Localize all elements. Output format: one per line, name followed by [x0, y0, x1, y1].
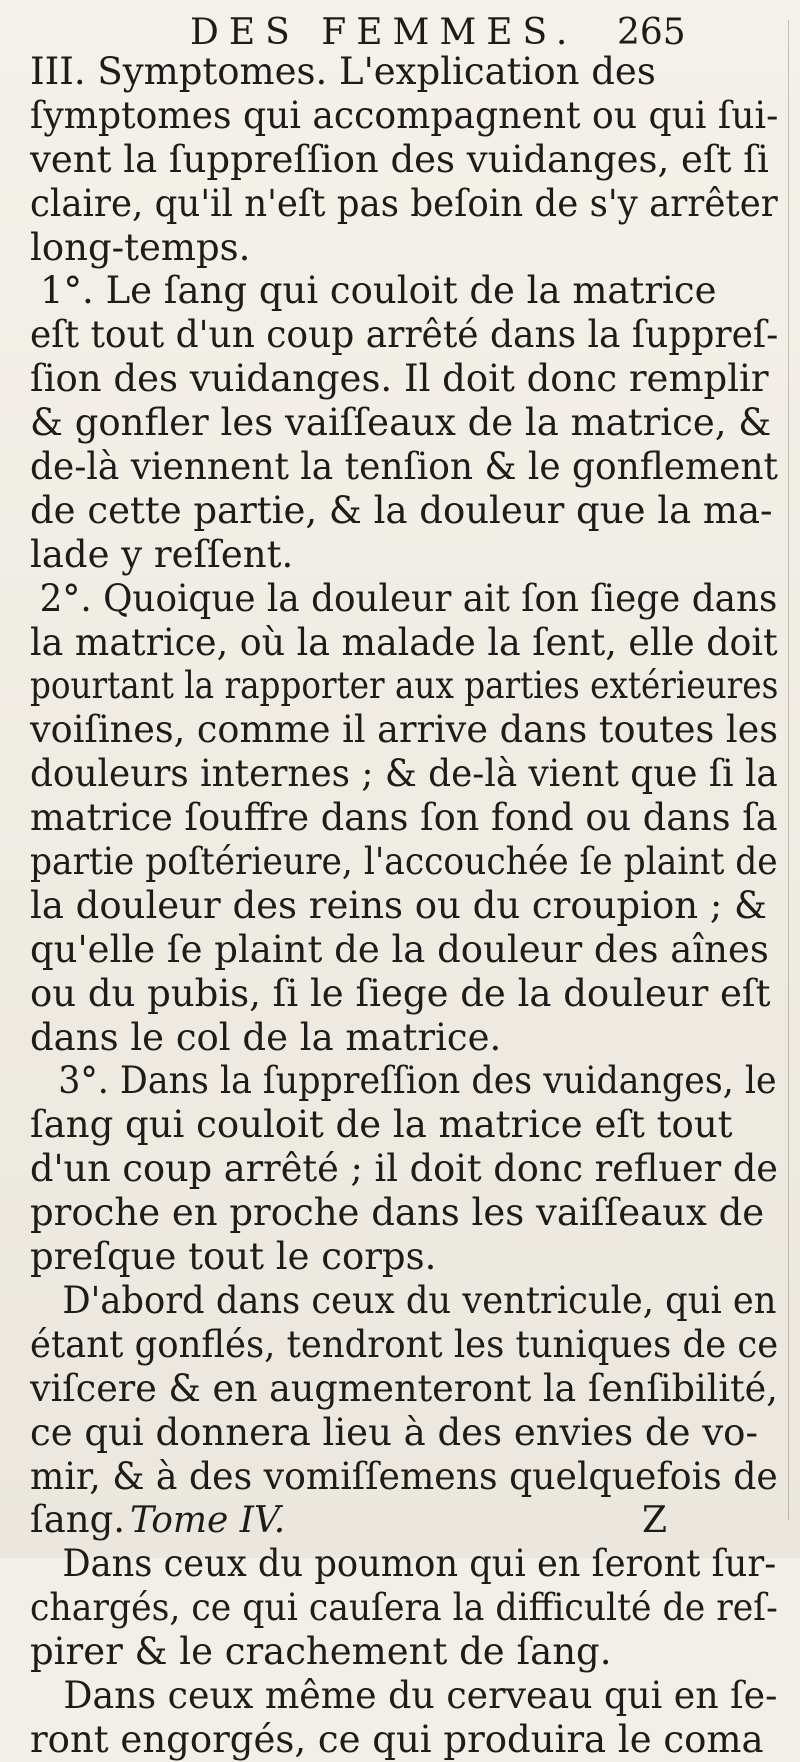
text-line: 3°. Dans la ſuppreſſion des vuidanges, le [58, 1059, 777, 1103]
text-line: ſang qui couloit de la matrice eſt tout [30, 1103, 733, 1147]
page-footer [0, 1500, 800, 1550]
signature-mark: Z [642, 1500, 668, 1541]
text-line: long-temps. [30, 225, 251, 269]
text-line: douleurs internes ; & de-là vient que ſi la [30, 752, 778, 796]
running-head: DES FEMMES. [190, 12, 578, 53]
text-line: ſang. [30, 1498, 126, 1542]
text-line: étant gonflés, tendront les tuniques de ce [30, 1322, 779, 1366]
text-line: eſt tout d'un coup arrêté dans la ſuppreſ- [30, 313, 779, 357]
text-line: la matrice, où la malade la ſent, elle doit [30, 620, 778, 664]
text-line: proche en proche dans les vaiſſeaux de [30, 1191, 765, 1235]
text-line: III. Symptomes. L'explication des [30, 50, 656, 93]
volume-label: Tome IV. [130, 1500, 286, 1541]
text-line: ce qui donnera lieu à des envies de vo- [30, 1410, 758, 1454]
text-line: de-là viennent la tenſion & le gonflement [30, 445, 778, 489]
text-line: 1°. Le ſang qui couloit de la matrice [40, 269, 717, 313]
text-line: ſion des vuidanges. Il doit donc remplir [30, 357, 769, 401]
page-edge-line [788, 20, 789, 1520]
page-number: 265 [617, 12, 686, 53]
text-line: pourtant la rapporter aux parties extérieures [30, 664, 779, 708]
text-line: & gonfler les vaiſſeaux de la matrice, & [30, 401, 772, 445]
page-header [0, 6, 800, 56]
text-line: dans le col de la matrice. [30, 1015, 502, 1059]
text-line: matrice ſouffre dans ſon fond ou dans ſa [30, 796, 778, 840]
text-line: ront engorgés, ce qui produira le coma [30, 1717, 764, 1761]
text-line: Dans ceux même du cerveau qui en ſe- [63, 1673, 778, 1717]
text-line: mir, & à des vomiſſemens quelquefois de [30, 1454, 778, 1498]
text-line: de cette partie, & la douleur que la ma- [30, 488, 773, 532]
text-line: D'abord dans ceux du ventricule, qui en [62, 1278, 777, 1322]
text-line: vent la ſuppreſſion des vuidanges, eſt ſi [30, 137, 769, 181]
text-line: viſcere & en augmenteront la ſenſibilité, [30, 1366, 778, 1410]
text-line: la douleur des reins ou du croupion ; & [30, 883, 767, 927]
text-line: partie poſtérieure, l'accouchée ſe plaint de [30, 840, 778, 884]
text-line: lade y reſſent. [30, 532, 294, 576]
text-line: preſque tout le corps. [30, 1235, 437, 1279]
text-line: claire, qu'il n'eſt pas beſoin de s'y arrêter [30, 181, 778, 225]
text-line: qu'elle ſe plaint de la douleur des aînes [30, 927, 769, 971]
text-line: voiſines, comme il arrive dans toutes les [30, 708, 779, 752]
text-line: chargés, ce qui cauſera la difficulté de reſ- [30, 1586, 778, 1630]
text-line: 2°. Quoique la douleur ait ſon ſiege dans [39, 576, 778, 620]
text-line: Dans ceux du poumon qui en ſeront ſur- [62, 1542, 777, 1586]
text-line: ſymptomes qui accompagnent ou qui ſui- [30, 93, 779, 137]
text-line: ou du pubis, ſi le ſiege de la douleur eſt [30, 971, 771, 1015]
text-line: d'un coup arrêté ; il doit donc refluer de [30, 1147, 778, 1191]
text-line: pirer & le crachement de ſang. [30, 1630, 612, 1674]
